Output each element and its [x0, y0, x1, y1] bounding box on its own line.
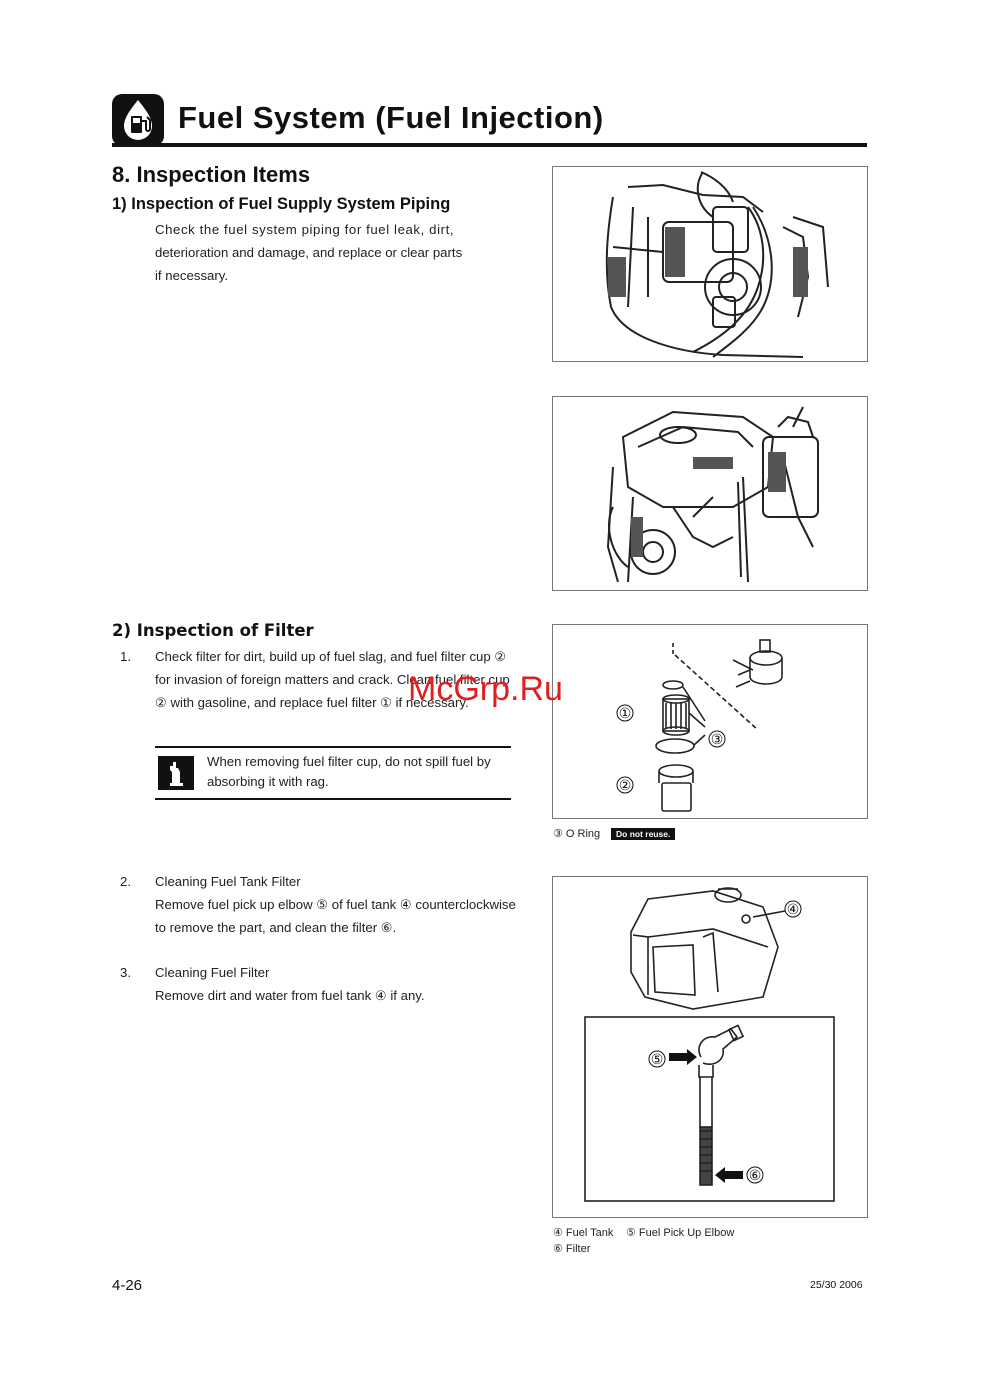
engine-photo-2	[552, 396, 868, 591]
note-body	[207, 752, 517, 792]
body-line: ② with gasoline, and replace fuel filter ① if necessary.	[155, 695, 469, 710]
page-number: 4-26	[112, 1277, 143, 1294]
callout-2: ②	[618, 778, 632, 794]
filter-diagram	[552, 624, 868, 819]
step-3-body	[155, 961, 515, 1007]
body-line: if necessary.	[155, 268, 229, 283]
note-bottom-rule	[155, 798, 511, 800]
body-line: deterioration and damage, and replace or clear parts	[155, 245, 463, 260]
subsection-2-title: 2) Inspection of Filter	[112, 621, 314, 640]
note-line: When removing fuel filter cup, do not spill fuel by	[207, 754, 491, 769]
header-rule	[112, 143, 867, 147]
body-line: for invasion of foreign matters and crack. Clean fuel filter cup	[155, 672, 510, 687]
body-line: Check filter for dirt, build up of fuel slag, and fuel filter cup ②	[155, 649, 507, 664]
body-line: Remove fuel pick up elbow ⑤ of fuel tank ④ counterclockwise	[155, 897, 516, 912]
step-title: Cleaning Fuel Tank Filter	[155, 874, 301, 889]
note-line: absorbing it with rag.	[207, 774, 329, 789]
caution-hand-icon	[158, 756, 194, 790]
filter-caption: ③ O Ring	[553, 828, 601, 840]
page-title: Fuel System (Fuel Injection)	[178, 100, 604, 135]
subsection-1-body	[155, 218, 475, 287]
body-line: to remove the part, and clean the filter ⑥.	[155, 920, 397, 935]
body-line: Remove dirt and water from fuel tank ④ if any.	[155, 988, 425, 1003]
callout-6: ⑥	[748, 1168, 762, 1184]
step-1-number: 1.	[120, 649, 131, 664]
subsection-1-title: 1) Inspection of Fuel Supply System Piping	[112, 195, 451, 213]
watermark: McGrp.Ru	[408, 670, 563, 708]
callout-1: ①	[618, 706, 632, 722]
callout-4: ④	[786, 902, 800, 918]
fuel-pump-icon	[112, 94, 164, 146]
tank-caption-filter: ⑥ Filter	[553, 1243, 591, 1255]
step-2-number: 2.	[120, 874, 131, 889]
tank-caption-fuel-tank: ④ Fuel Tank	[553, 1227, 614, 1239]
step-3-number: 3.	[120, 965, 131, 980]
step-title: Cleaning Fuel Filter	[155, 965, 270, 980]
callout-3: ③	[710, 732, 724, 748]
do-not-reuse-tag: Do not reuse.	[611, 828, 675, 840]
section-title: 8. Inspection Items	[112, 162, 311, 187]
fuel-tank-diagram	[552, 876, 868, 1218]
body-line: Check the fuel system piping for fuel leak, dirt,	[155, 222, 455, 237]
step-2-body	[155, 870, 525, 939]
tank-caption-pickup-elbow: ⑤ Fuel Pick Up Elbow	[626, 1227, 735, 1239]
model-year: 25/30 2006	[810, 1279, 863, 1291]
callout-5: ⑤	[650, 1052, 664, 1068]
note-top-rule	[155, 746, 511, 748]
engine-photo-1	[552, 166, 868, 362]
